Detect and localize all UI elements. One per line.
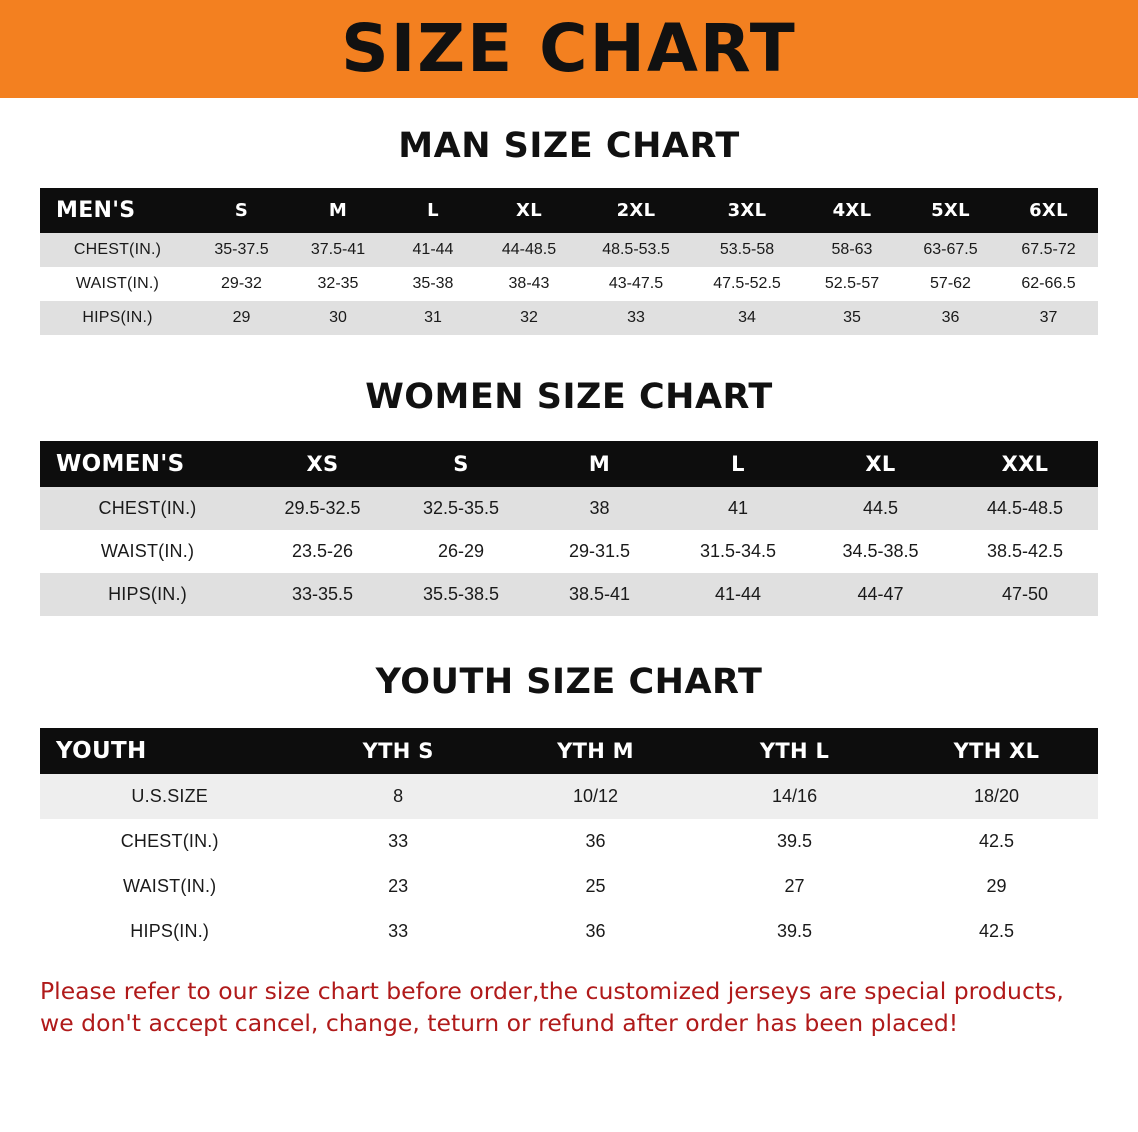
youth-chest-l: 39.5 (777, 831, 813, 851)
youth-header-label: YOUTH (56, 738, 147, 764)
header-banner (0, 0, 1138, 98)
men-hips-6xl: 37 (1039, 309, 1058, 326)
youth-ussize-l: 14/16 (772, 786, 818, 806)
women-waist-l: 31.5-34.5 (699, 541, 777, 561)
men-hips-m: 30 (329, 309, 347, 326)
women-waist-xs: 23.5-26 (291, 541, 354, 561)
women-header-xxl: XXL (1001, 452, 1049, 476)
women-header-m: M (588, 452, 611, 476)
youth-ussize-m: 10/12 (572, 786, 618, 806)
men-header-s: S (234, 200, 249, 221)
men-hips-2xl: 33 (627, 309, 645, 326)
women-chest-xl: 44.5 (862, 498, 899, 518)
women-header-l: L (731, 452, 745, 476)
men-waist-xl: 38-43 (508, 275, 550, 292)
women-waist-m: 29-31.5 (568, 541, 631, 561)
women-row-label-hips: HIPS(IN.) (108, 584, 187, 604)
youth-header-yth-s: YTH S (362, 739, 434, 763)
table-row (40, 233, 1098, 267)
table-row (40, 267, 1098, 301)
women-header-s: S (453, 452, 469, 476)
women-waist-s: 26-29 (437, 541, 485, 561)
disclaimer-note (40, 976, 1098, 1039)
women-chest-s: 32.5-35.5 (422, 498, 500, 518)
table-row (40, 487, 1098, 530)
men-chest-3xl: 53.5-58 (719, 241, 775, 258)
youth-hips-l: 39.5 (777, 921, 813, 941)
youth-waist-l: 27 (784, 876, 805, 896)
women-hips-m: 38.5-41 (568, 584, 631, 604)
men-header-6xl: 6XL (1029, 200, 1068, 221)
men-hips-5xl: 36 (941, 309, 960, 326)
women-waist-xl: 34.5-38.5 (842, 541, 919, 561)
youth-header-yth-m: YTH M (557, 739, 634, 763)
women-hips-s: 35.5-38.5 (422, 584, 500, 604)
women-chest-m: 38 (589, 498, 610, 518)
women-hips-xxl: 47-50 (1001, 584, 1049, 604)
men-waist-6xl: 62-66.5 (1021, 275, 1076, 292)
women-chest-xs: 29.5-32.5 (284, 498, 361, 518)
women-header-label: WOMEN'S (56, 451, 185, 477)
men-table-header-row (40, 188, 1098, 233)
men-waist-s: 29-32 (221, 275, 262, 292)
men-row-label-waist: WAIST(IN.) (75, 275, 160, 292)
youth-hips-m: 36 (585, 921, 606, 941)
women-hips-xl: 44-47 (857, 584, 904, 604)
men-chest-4xl: 58-63 (831, 241, 873, 258)
youth-header-yth-xl: YTH XL (953, 739, 1040, 763)
youth-row-label-hips: HIPS(IN.) (130, 921, 210, 941)
disclaimer-line-2: we don't accept cancel, change, teturn or refund after order has been placed! (40, 1008, 959, 1037)
men-size-table (40, 188, 1098, 335)
table-row (40, 573, 1098, 616)
men-chest-s: 35-37.5 (214, 241, 269, 258)
men-waist-5xl: 57-62 (930, 275, 971, 292)
youth-waist-m: 25 (585, 876, 606, 896)
women-section-title: WOMEN SIZE CHART (365, 377, 773, 417)
men-chest-6xl: 67.5-72 (1021, 241, 1076, 258)
youth-ussize-xl: 18/20 (973, 786, 1019, 806)
table-row (40, 530, 1098, 573)
men-header-4xl: 4XL (832, 200, 872, 221)
youth-hips-s: 33 (388, 921, 409, 941)
men-waist-l: 35-38 (412, 275, 454, 292)
page-title: SIZE CHART (341, 10, 797, 87)
men-waist-4xl: 52.5-57 (824, 275, 880, 292)
disclaimer-line-1: Please refer to our size chart before order,the customized jerseys are special products, (40, 977, 1064, 1005)
youth-ussize-s: 8 (393, 786, 404, 806)
youth-chest-s: 33 (388, 831, 409, 851)
women-table-container (0, 441, 1138, 616)
men-waist-3xl: 47.5-52.5 (713, 275, 781, 292)
youth-row-label-ussize: U.S.SIZE (131, 786, 209, 806)
table-row (40, 774, 1098, 819)
men-header-label: MEN'S (56, 198, 136, 223)
men-chest-m: 37.5-41 (310, 241, 366, 258)
table-row (40, 909, 1098, 954)
women-hips-xs: 33-35.5 (291, 584, 354, 604)
women-chest-xxl: 44.5-48.5 (986, 498, 1064, 518)
men-row-label-chest: CHEST(IN.) (73, 241, 162, 258)
men-chest-5xl: 63-67.5 (923, 241, 978, 258)
man-section-title: MAN SIZE CHART (398, 126, 740, 166)
youth-size-table (40, 728, 1098, 954)
table-row (40, 301, 1098, 335)
women-hips-l: 41-44 (714, 584, 762, 604)
men-hips-3xl: 34 (738, 309, 756, 326)
men-waist-2xl: 43-47.5 (608, 275, 664, 292)
youth-row-label-chest: CHEST(IN.) (120, 831, 219, 851)
men-header-3xl: 3XL (727, 200, 767, 221)
youth-table-container (0, 728, 1138, 954)
women-header-xl: XL (865, 452, 896, 476)
men-header-l: L (427, 200, 439, 221)
youth-row-label-waist: WAIST(IN.) (123, 876, 217, 896)
women-row-label-waist: WAIST(IN.) (100, 541, 195, 561)
men-header-m: M (328, 200, 348, 221)
women-table-header-row (40, 441, 1098, 487)
women-size-table (40, 441, 1098, 616)
table-row (40, 864, 1098, 909)
men-waist-m: 32-35 (317, 275, 359, 292)
women-chest-l: 41 (727, 498, 749, 518)
youth-waist-xl: 29 (986, 876, 1007, 896)
men-header-5xl: 5XL (931, 200, 970, 221)
men-hips-s: 29 (232, 309, 251, 326)
men-chest-l: 41-44 (412, 241, 454, 258)
table-row (40, 819, 1098, 864)
youth-section-title: YOUTH SIZE CHART (375, 662, 763, 702)
women-waist-xxl: 38.5-42.5 (986, 541, 1064, 561)
men-hips-xl: 32 (520, 309, 538, 326)
youth-chest-xl: 42.5 (978, 831, 1014, 851)
youth-waist-s: 23 (388, 876, 409, 896)
men-hips-l: 31 (424, 309, 442, 326)
men-row-label-hips: HIPS(IN.) (82, 309, 153, 326)
women-row-label-chest: CHEST(IN.) (98, 498, 197, 518)
youth-hips-xl: 42.5 (978, 921, 1014, 941)
men-chest-xl: 44-48.5 (501, 241, 557, 258)
youth-chest-m: 36 (585, 831, 606, 851)
youth-header-yth-l: YTH L (759, 739, 830, 763)
youth-table-header-row (40, 728, 1098, 774)
men-chest-2xl: 48.5-53.5 (602, 241, 670, 258)
man-table-container (0, 188, 1138, 335)
women-header-xs: XS (306, 452, 339, 476)
men-header-xl: XL (516, 200, 542, 221)
men-hips-4xl: 35 (843, 309, 861, 326)
men-header-2xl: 2XL (616, 200, 656, 221)
